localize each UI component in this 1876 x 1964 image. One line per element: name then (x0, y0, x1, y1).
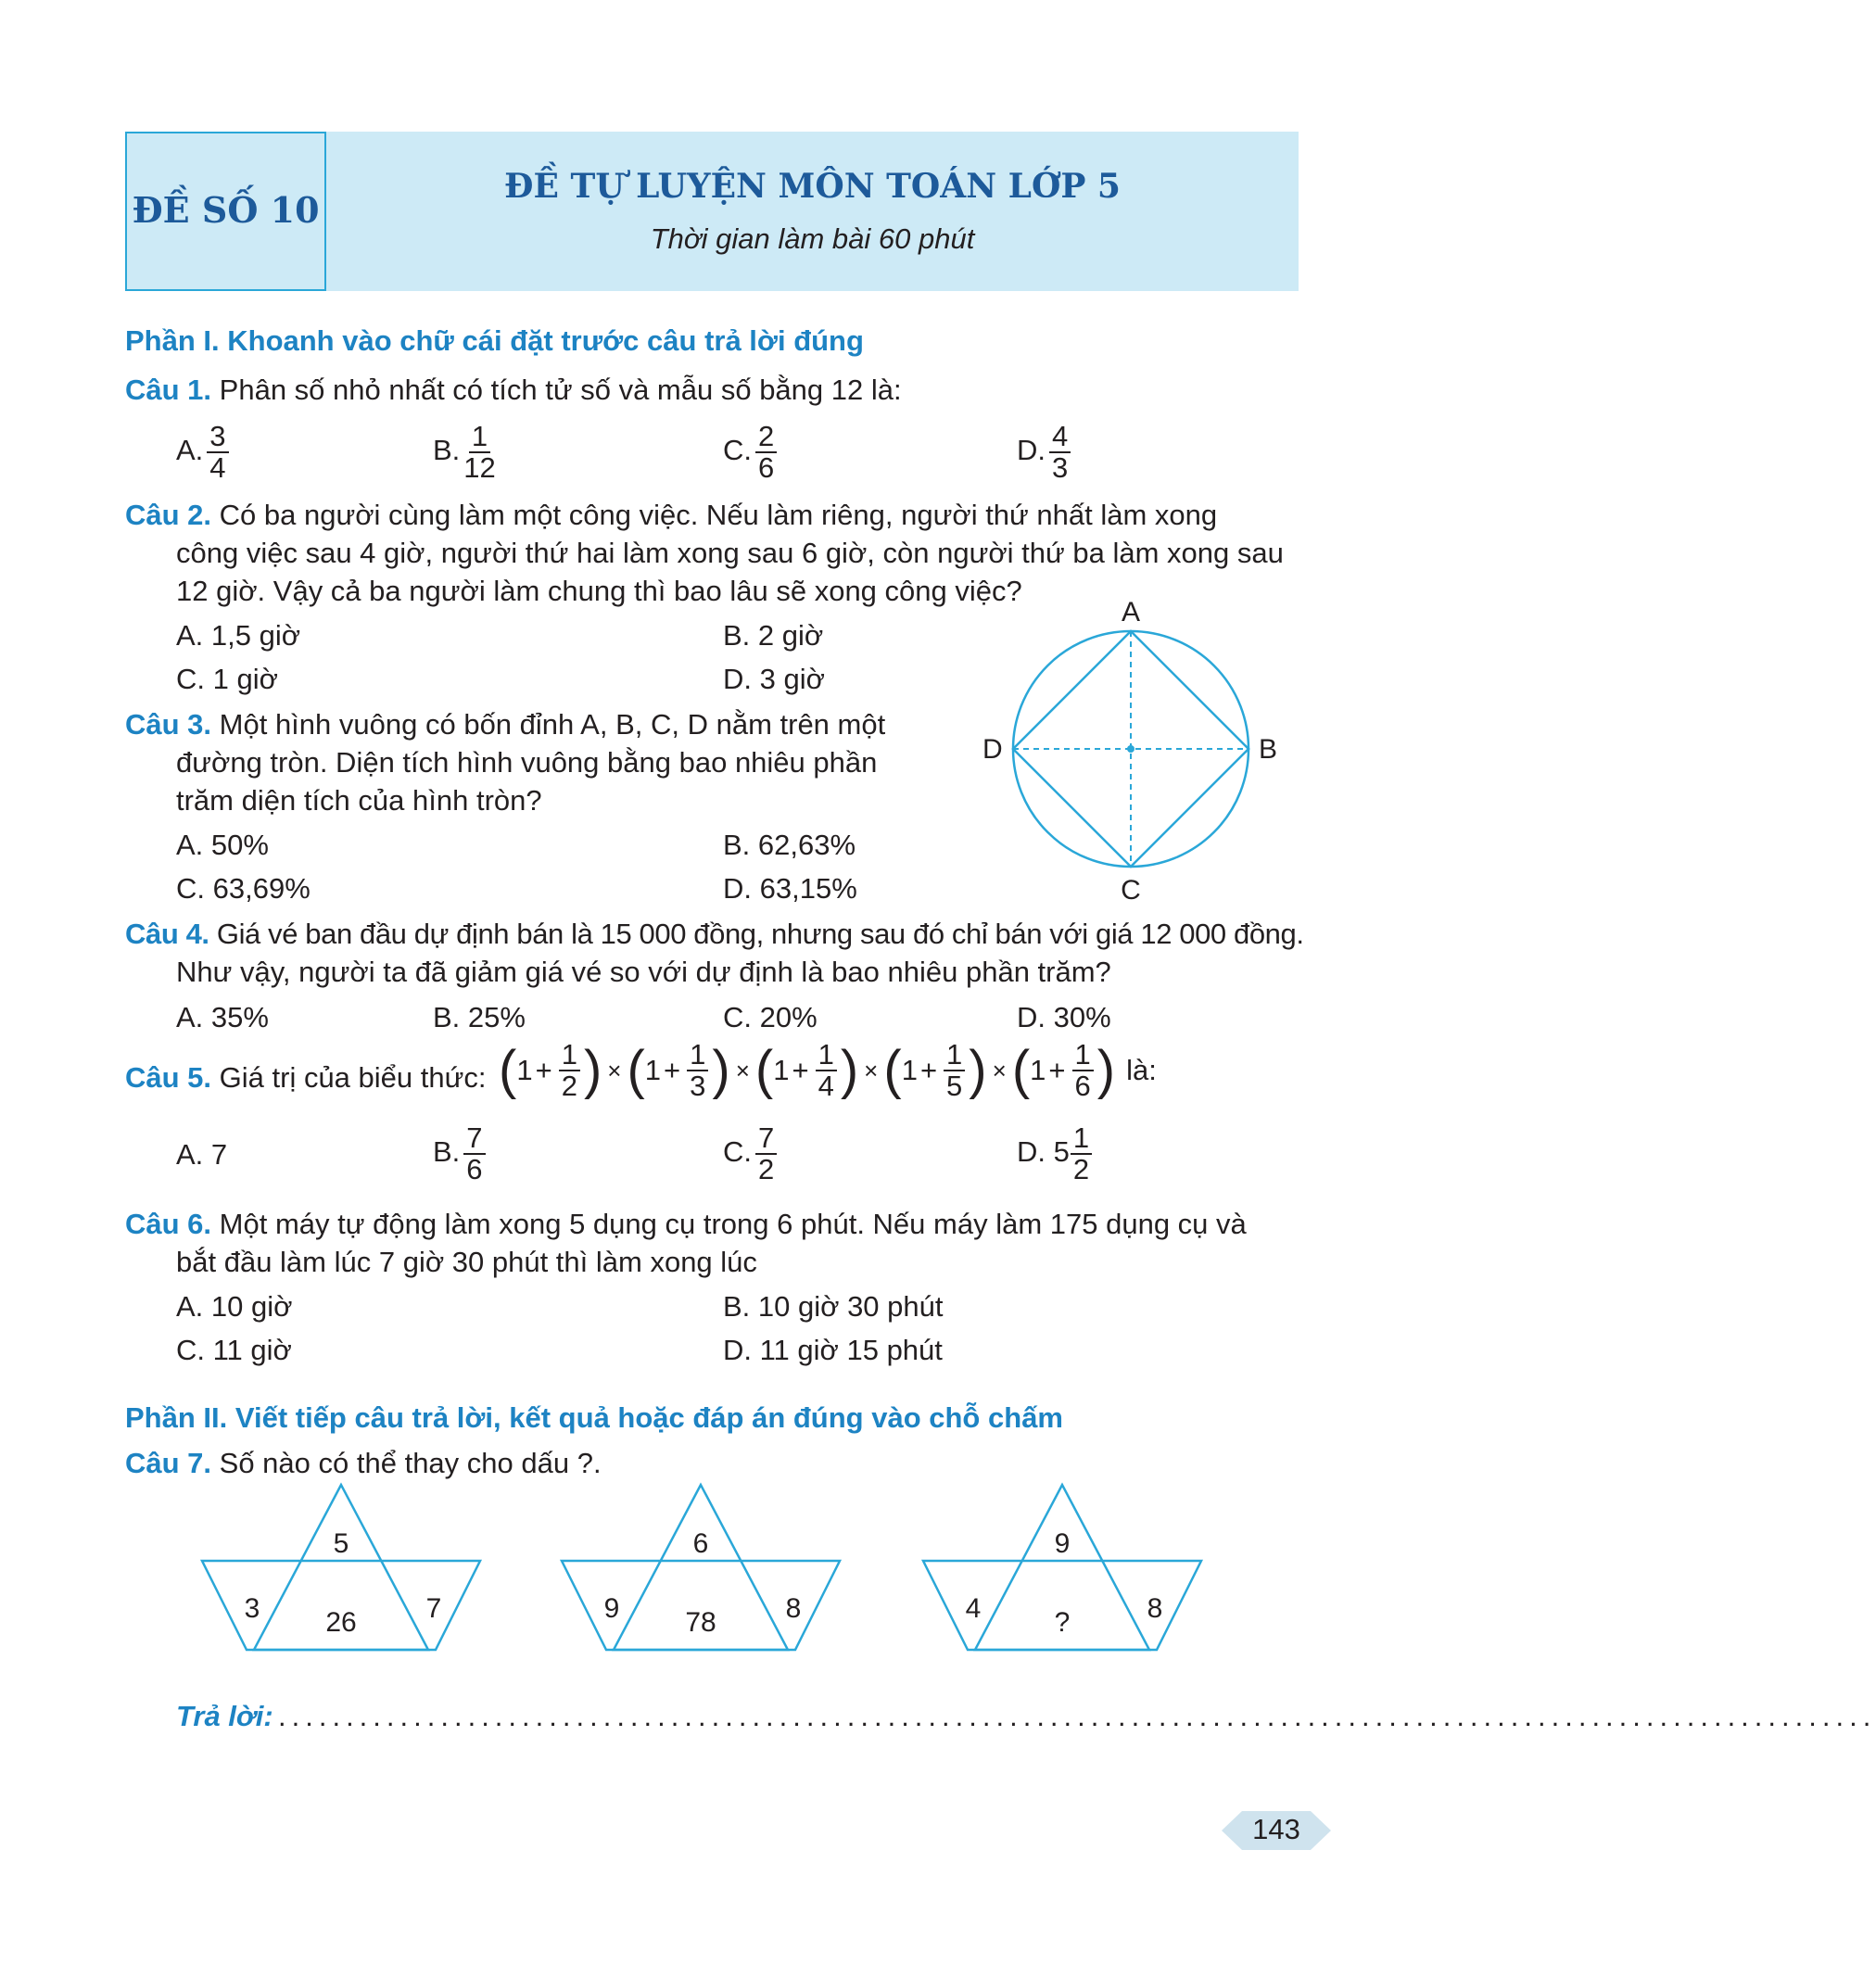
right-paren: ) (1096, 1040, 1116, 1100)
denominator: 2 (561, 1070, 577, 1102)
times-sign: × (735, 1056, 750, 1084)
q4-line1 (125, 915, 1304, 954)
times-sign: × (864, 1056, 879, 1084)
numerator: 7 (463, 1123, 485, 1155)
q3-line2: đường tròn. Diện tích hình vuông bằng bao nhiêu phần (176, 746, 878, 779)
center-point (1127, 745, 1134, 753)
fraction (1071, 1123, 1092, 1185)
q3-text: Một hình vuông có bốn đỉnh A, B, C, D nằm trên một (219, 708, 886, 741)
denominator: 3 (1052, 451, 1069, 484)
answer-label: Trả lời: (176, 1700, 273, 1732)
plus-sign: + (664, 1054, 681, 1086)
numerator: 4 (1049, 422, 1071, 453)
left-paren: ( (883, 1040, 902, 1100)
expression-term (627, 1040, 729, 1101)
fraction (944, 1040, 965, 1101)
q5-label: Câu 5. (125, 1061, 212, 1094)
q7-text (125, 1444, 602, 1483)
denominator: 4 (818, 1070, 834, 1102)
q1-question: Phân số nhỏ nhất có tích tử số và mẫu số bằng 12 là: (219, 374, 902, 406)
numerator: 3 (207, 422, 228, 453)
q3-option-b[interactable]: B. 62,63% (723, 829, 856, 861)
figure-right-number: 7 (425, 1593, 442, 1624)
right-paren: ) (840, 1040, 859, 1100)
plus-sign: + (919, 1054, 938, 1086)
fraction (1072, 1040, 1094, 1101)
plus-sign: + (1048, 1054, 1066, 1086)
q2-option-b[interactable]: B. 2 giờ (723, 619, 824, 652)
q1-label: Câu 1. (125, 374, 212, 406)
fraction (755, 422, 777, 483)
q3-line3: trăm diện tích của hình tròn? (176, 784, 542, 817)
denominator: 2 (758, 1153, 775, 1185)
q5-text (125, 1058, 486, 1097)
q2-text: Có ba người cùng làm một công việc. Nếu làm riêng, người thứ nhất làm xong (219, 499, 1218, 531)
one: 1 (901, 1054, 918, 1086)
page-title: ĐỀ TỰ LUYỆN MÔN TOÁN LỚP 5 (504, 167, 1121, 206)
denominator: 6 (758, 451, 775, 484)
q7-question: Số nào có thể thay cho dấu ?. (219, 1447, 602, 1479)
option-letter: A. (176, 1138, 204, 1171)
one: 1 (1030, 1054, 1046, 1086)
q6-option-a[interactable]: A. 10 giờ (176, 1290, 293, 1323)
left-paren: ( (1011, 1040, 1031, 1100)
q4-option-a[interactable]: A. 35% (176, 1001, 269, 1033)
figure-top-number: 6 (692, 1528, 709, 1559)
numerator: 2 (755, 422, 777, 453)
q4-option-d[interactable]: D. 30% (1017, 1001, 1111, 1033)
q2-option-a[interactable]: A. 1,5 giờ (176, 619, 301, 652)
figure-center-number: 26 (325, 1607, 357, 1638)
q6-option-b[interactable]: B. 10 giờ 30 phút (723, 1290, 944, 1323)
q3-line1 (125, 705, 885, 744)
q1-text (125, 371, 902, 410)
circle-square-figure (964, 584, 1279, 908)
number-figure (562, 1485, 840, 1650)
figure-left-number: 9 (603, 1593, 620, 1624)
fraction (207, 422, 228, 483)
q3-option-a[interactable]: A. 50% (176, 829, 269, 861)
numerator: 1 (944, 1040, 965, 1071)
figure-center-number: 78 (685, 1607, 716, 1638)
fraction (463, 1123, 485, 1185)
numerator: 1 (559, 1040, 580, 1071)
q5-option-d[interactable] (1017, 1123, 1096, 1185)
option-letter: D. (1017, 434, 1046, 467)
vertex-c-label: C (1121, 875, 1141, 906)
numerator: 1 (469, 422, 490, 453)
figure-top-number: 5 (333, 1528, 349, 1559)
vertex-d-label: D (982, 734, 1003, 765)
q5-question: Giá trị của biểu thức: (219, 1061, 487, 1094)
option-letter: B. (433, 434, 461, 467)
one: 1 (773, 1054, 790, 1086)
mixed-whole: 5 (1053, 1135, 1070, 1169)
right-paren: ) (583, 1040, 602, 1100)
option-letter: C. (723, 1135, 752, 1169)
q4-option-c[interactable]: C. 20% (723, 1001, 818, 1033)
q2-label: Câu 2. (125, 499, 212, 531)
number-figure (923, 1485, 1201, 1650)
option-letter: A. (176, 434, 204, 467)
q5-option-b[interactable] (433, 1123, 489, 1185)
q2-line2: công việc sau 4 giờ, người thứ hai làm xong sau 6 giờ, còn người thứ ba làm xong sau (176, 537, 1284, 569)
expression-term (883, 1040, 986, 1101)
option-letter: D. (1017, 1135, 1046, 1169)
denominator: 6 (466, 1153, 483, 1185)
fraction (559, 1040, 580, 1101)
vertex-a-label: A (1121, 597, 1141, 627)
number-figure (202, 1485, 480, 1650)
q3-option-d[interactable]: D. 63,15% (723, 872, 857, 905)
exam-number: ĐỀ SỐ 10 (132, 189, 320, 231)
q3-option-c[interactable]: C. 63,69% (176, 872, 311, 905)
q2-line1 (125, 496, 1217, 535)
q4-label: Câu 4. (125, 918, 209, 950)
q1-option-c[interactable] (723, 422, 780, 483)
denominator: 6 (1074, 1070, 1091, 1102)
times-sign: × (607, 1056, 622, 1084)
left-paren: ( (499, 1040, 517, 1100)
part1-title: Phần I. Khoanh vào chữ cái đặt trước câu trả lời đúng (125, 324, 864, 357)
one: 1 (644, 1054, 662, 1086)
q2-option-c[interactable]: C. 1 giờ (176, 663, 278, 695)
q3-label: Câu 3. (125, 708, 212, 741)
figure-left-number: 4 (965, 1593, 982, 1624)
fraction (687, 1040, 708, 1101)
plus-sign: + (792, 1054, 809, 1086)
q1-option-a[interactable] (176, 422, 233, 483)
fraction (816, 1040, 837, 1101)
q6-label: Câu 6. (125, 1208, 212, 1240)
expression-suffix: là: (1126, 1054, 1157, 1086)
q5-option-c[interactable] (723, 1123, 780, 1185)
q2-option-d[interactable]: D. 3 giờ (723, 663, 825, 695)
header-title-box (326, 132, 1299, 291)
fraction (463, 422, 495, 483)
q6-option-c[interactable]: C. 11 giờ (176, 1334, 292, 1366)
right-paren: ) (712, 1040, 730, 1100)
left-paren: ( (754, 1040, 774, 1100)
q6-line2: bắt đầu làm lúc 7 giờ 30 phút thì làm xong lúc (176, 1246, 757, 1278)
expression-term (1012, 1040, 1115, 1101)
fraction (1049, 422, 1071, 483)
denominator: 2 (1072, 1153, 1090, 1185)
time-limit: Thời gian làm bài 60 phút (650, 222, 975, 255)
q1-option-d[interactable] (1017, 422, 1074, 483)
q6-line1 (125, 1205, 1247, 1244)
q2-line3: 12 giờ. Vậy cả ba người làm chung thì bao lâu sẽ xong công việc? (176, 575, 1022, 607)
denominator: 5 (946, 1070, 963, 1102)
numerator: 1 (1071, 1123, 1092, 1155)
q7-label: Câu 7. (125, 1447, 212, 1479)
figure-right-number: 8 (1147, 1593, 1163, 1624)
denominator: 3 (690, 1070, 706, 1102)
denominator: 12 (463, 451, 496, 484)
times-sign: × (992, 1056, 1007, 1084)
q4-option-b[interactable]: B. 25% (433, 1001, 526, 1033)
vertex-b-label: B (1259, 734, 1278, 765)
q1-option-b[interactable] (433, 422, 500, 483)
figure-center-number: ? (1054, 1607, 1071, 1638)
answer-dotted-line[interactable]: ...................................................................................................................... (278, 1700, 1876, 1732)
numerator: 1 (687, 1040, 708, 1071)
left-paren: ( (627, 1040, 645, 1100)
figure-right-number: 8 (785, 1593, 802, 1624)
expression-term (499, 1040, 602, 1101)
numerator: 1 (816, 1040, 837, 1071)
plus-sign: + (535, 1054, 552, 1086)
q6-option-d[interactable]: D. 11 giờ 15 phút (723, 1334, 943, 1366)
option-letter: C. (723, 434, 752, 467)
right-paren: ) (969, 1040, 987, 1100)
q5-expression (499, 1040, 1157, 1101)
figure-top-number: 9 (1054, 1528, 1071, 1559)
q6-text: Một máy tự động làm xong 5 dụng cụ trong 6 phút. Nếu máy làm 175 dụng cụ và (219, 1208, 1247, 1240)
part2-title: Phần II. Viết tiếp câu trả lời, kết quả hoặc đáp án đúng vào chỗ chấm (125, 1401, 1063, 1434)
option-value: 7 (210, 1138, 228, 1171)
numerator: 7 (755, 1123, 777, 1155)
denominator: 4 (209, 451, 226, 484)
fraction (755, 1123, 777, 1185)
expression-term (755, 1040, 858, 1101)
page-number: 143 (1252, 1813, 1300, 1845)
numerator: 1 (1072, 1040, 1094, 1071)
q5-option-a[interactable] (176, 1138, 227, 1172)
option-letter: B. (433, 1135, 461, 1169)
q4-text: Giá vé ban đầu dự định bán là 15 000 đồng, nhưng sau đó chỉ bán với giá 12 000 đồng. (216, 918, 1304, 950)
q7-figures (185, 1483, 1242, 1668)
figure-left-number: 3 (244, 1593, 260, 1624)
one: 1 (516, 1054, 533, 1086)
q4-line2: Như vậy, người ta đã giảm giá vé so với dự định là bao nhiêu phần trăm? (176, 956, 1111, 988)
